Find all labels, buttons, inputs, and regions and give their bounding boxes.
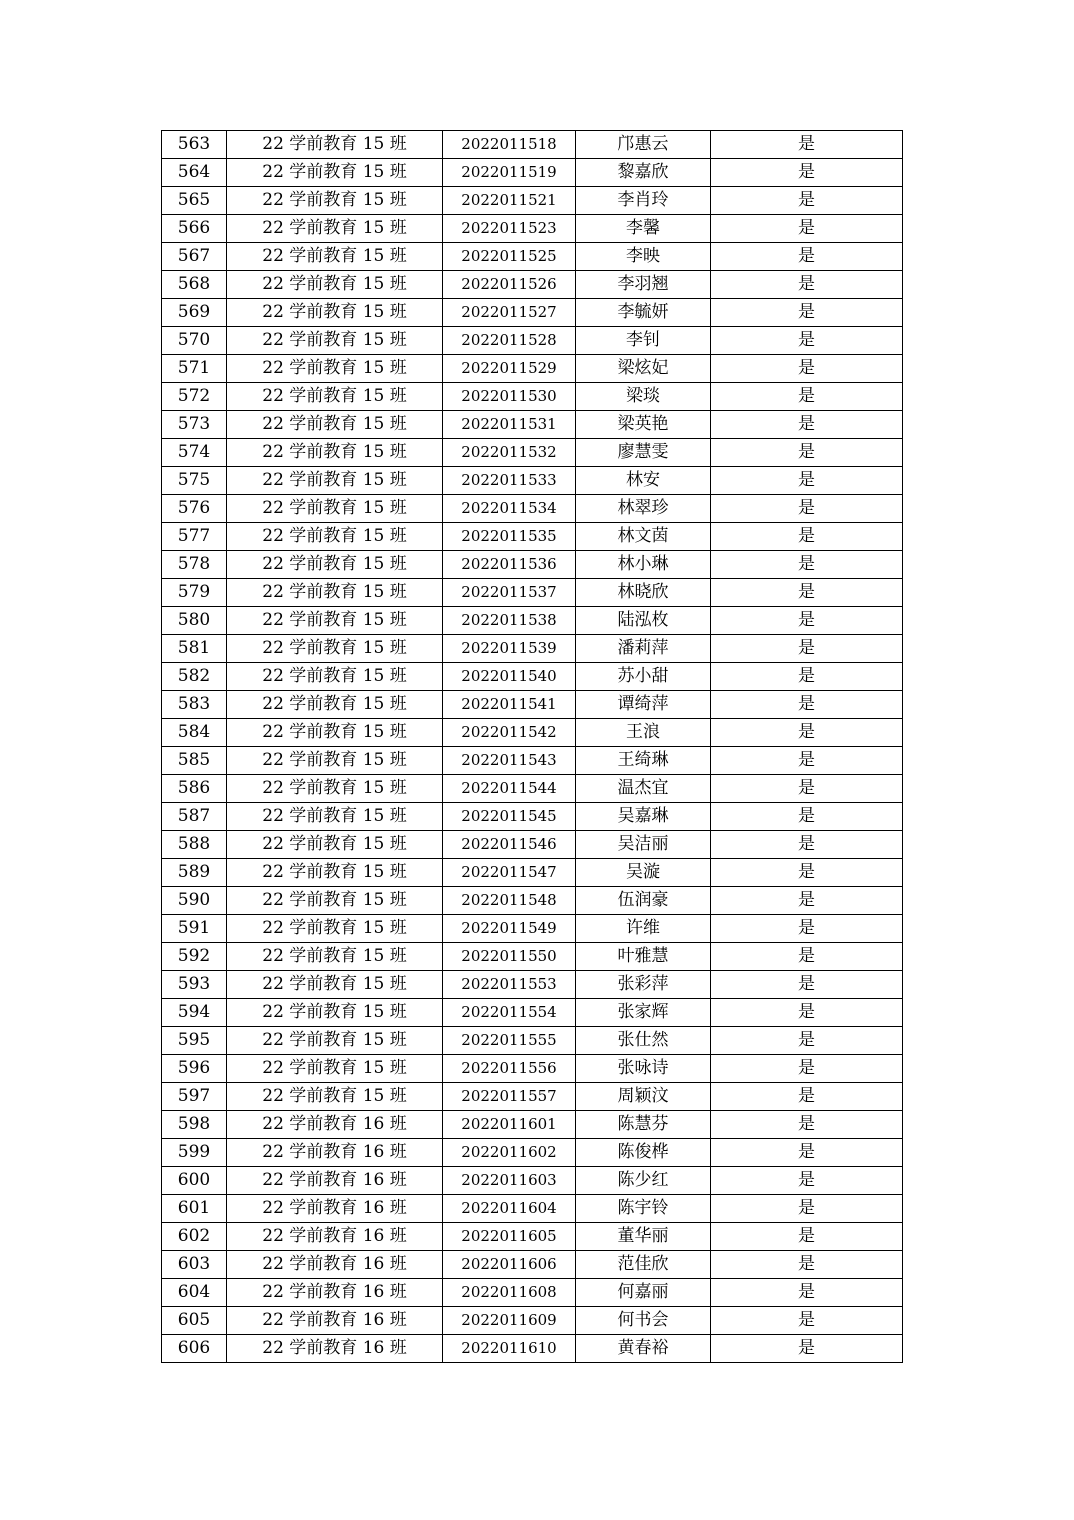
class-name-cell: 22 学前教育 16 班 (227, 1335, 443, 1363)
row-number-cell: 572 (162, 383, 227, 411)
table-row (162, 747, 903, 775)
class-name-cell: 22 学前教育 16 班 (227, 1251, 443, 1279)
student-name-cell: 陈少红 (576, 1167, 711, 1195)
student-id-cell: 2022011554 (443, 999, 576, 1027)
student-name-cell: 黎嘉欣 (576, 159, 711, 187)
status-cell: 是 (711, 1111, 903, 1139)
table-row (162, 803, 903, 831)
class-name-cell: 22 学前教育 15 班 (227, 775, 443, 803)
class-name-cell: 22 学前教育 15 班 (227, 1055, 443, 1083)
status-cell: 是 (711, 1083, 903, 1111)
student-name-cell: 梁炫妃 (576, 355, 711, 383)
student-name-cell: 林翠珍 (576, 495, 711, 523)
student-id-cell: 2022011533 (443, 467, 576, 495)
student-name-cell: 范佳欣 (576, 1251, 711, 1279)
student-roster-table (161, 130, 903, 1363)
class-name-cell: 22 学前教育 15 班 (227, 411, 443, 439)
status-cell: 是 (711, 915, 903, 943)
student-name-cell: 吴洁丽 (576, 831, 711, 859)
table-row (162, 579, 903, 607)
row-number-cell: 598 (162, 1111, 227, 1139)
status-cell: 是 (711, 1055, 903, 1083)
table-row (162, 1223, 903, 1251)
student-name-cell: 谭绮萍 (576, 691, 711, 719)
table-row (162, 187, 903, 215)
student-name-cell: 林安 (576, 467, 711, 495)
status-cell: 是 (711, 691, 903, 719)
class-name-cell: 22 学前教育 15 班 (227, 915, 443, 943)
table-row (162, 551, 903, 579)
student-id-cell: 2022011526 (443, 271, 576, 299)
student-name-cell: 伍润豪 (576, 887, 711, 915)
table-row (162, 1083, 903, 1111)
table-row (162, 691, 903, 719)
status-cell: 是 (711, 1195, 903, 1223)
table-row (162, 1335, 903, 1363)
table-row (162, 635, 903, 663)
row-number-cell: 588 (162, 831, 227, 859)
class-name-cell: 22 学前教育 15 班 (227, 803, 443, 831)
table-row (162, 523, 903, 551)
class-name-cell: 22 学前教育 15 班 (227, 663, 443, 691)
class-name-cell: 22 学前教育 15 班 (227, 999, 443, 1027)
status-cell: 是 (711, 271, 903, 299)
status-cell: 是 (711, 971, 903, 999)
row-number-cell: 573 (162, 411, 227, 439)
student-id-cell: 2022011601 (443, 1111, 576, 1139)
student-id-cell: 2022011536 (443, 551, 576, 579)
table-row (162, 607, 903, 635)
status-cell: 是 (711, 775, 903, 803)
row-number-cell: 564 (162, 159, 227, 187)
roster-body (162, 131, 903, 1363)
table-row (162, 1055, 903, 1083)
table-row (162, 159, 903, 187)
class-name-cell: 22 学前教育 15 班 (227, 551, 443, 579)
table-row (162, 131, 903, 159)
table-row (162, 999, 903, 1027)
class-name-cell: 22 学前教育 15 班 (227, 467, 443, 495)
student-id-cell: 2022011548 (443, 887, 576, 915)
class-name-cell: 22 学前教育 15 班 (227, 943, 443, 971)
student-name-cell: 林文茵 (576, 523, 711, 551)
status-cell: 是 (711, 719, 903, 747)
class-name-cell: 22 学前教育 15 班 (227, 495, 443, 523)
student-id-cell: 2022011541 (443, 691, 576, 719)
student-id-cell: 2022011525 (443, 243, 576, 271)
student-name-cell: 许维 (576, 915, 711, 943)
student-name-cell: 王浪 (576, 719, 711, 747)
student-id-cell: 2022011606 (443, 1251, 576, 1279)
status-cell: 是 (711, 859, 903, 887)
student-id-cell: 2022011543 (443, 747, 576, 775)
row-number-cell: 580 (162, 607, 227, 635)
row-number-cell: 600 (162, 1167, 227, 1195)
row-number-cell: 565 (162, 187, 227, 215)
student-name-cell: 吴漩 (576, 859, 711, 887)
class-name-cell: 22 学前教育 16 班 (227, 1223, 443, 1251)
row-number-cell: 575 (162, 467, 227, 495)
status-cell: 是 (711, 439, 903, 467)
status-cell: 是 (711, 579, 903, 607)
table-row (162, 1111, 903, 1139)
table-row (162, 467, 903, 495)
status-cell: 是 (711, 747, 903, 775)
table-row (162, 299, 903, 327)
student-name-cell: 陆泓枚 (576, 607, 711, 635)
status-cell: 是 (711, 299, 903, 327)
class-name-cell: 22 学前教育 15 班 (227, 635, 443, 663)
row-number-cell: 594 (162, 999, 227, 1027)
class-name-cell: 22 学前教育 15 班 (227, 859, 443, 887)
row-number-cell: 586 (162, 775, 227, 803)
status-cell: 是 (711, 803, 903, 831)
row-number-cell: 582 (162, 663, 227, 691)
student-id-cell: 2022011545 (443, 803, 576, 831)
status-cell: 是 (711, 243, 903, 271)
row-number-cell: 581 (162, 635, 227, 663)
status-cell: 是 (711, 831, 903, 859)
class-name-cell: 22 学前教育 16 班 (227, 1111, 443, 1139)
status-cell: 是 (711, 1335, 903, 1363)
class-name-cell: 22 学前教育 15 班 (227, 1027, 443, 1055)
student-id-cell: 2022011544 (443, 775, 576, 803)
status-cell: 是 (711, 1251, 903, 1279)
student-id-cell: 2022011550 (443, 943, 576, 971)
table-row (162, 495, 903, 523)
status-cell: 是 (711, 187, 903, 215)
class-name-cell: 22 学前教育 15 班 (227, 523, 443, 551)
class-name-cell: 22 学前教育 16 班 (227, 1279, 443, 1307)
student-id-cell: 2022011529 (443, 355, 576, 383)
table-row (162, 215, 903, 243)
student-id-cell: 2022011537 (443, 579, 576, 607)
table-row (162, 411, 903, 439)
row-number-cell: 601 (162, 1195, 227, 1223)
student-name-cell: 邝惠云 (576, 131, 711, 159)
student-id-cell: 2022011531 (443, 411, 576, 439)
row-number-cell: 578 (162, 551, 227, 579)
table-row (162, 915, 903, 943)
student-name-cell: 张彩萍 (576, 971, 711, 999)
student-name-cell: 林晓欣 (576, 579, 711, 607)
student-id-cell: 2022011546 (443, 831, 576, 859)
student-name-cell: 潘莉萍 (576, 635, 711, 663)
student-name-cell: 苏小甜 (576, 663, 711, 691)
status-cell: 是 (711, 943, 903, 971)
student-name-cell: 张咏诗 (576, 1055, 711, 1083)
student-name-cell: 陈俊桦 (576, 1139, 711, 1167)
status-cell: 是 (711, 467, 903, 495)
student-name-cell: 陈慧芬 (576, 1111, 711, 1139)
student-name-cell: 张家辉 (576, 999, 711, 1027)
row-number-cell: 568 (162, 271, 227, 299)
status-cell: 是 (711, 1279, 903, 1307)
student-id-cell: 2022011518 (443, 131, 576, 159)
table-row (162, 943, 903, 971)
student-name-cell: 王绮琳 (576, 747, 711, 775)
student-id-cell: 2022011532 (443, 439, 576, 467)
student-id-cell: 2022011603 (443, 1167, 576, 1195)
class-name-cell: 22 学前教育 15 班 (227, 215, 443, 243)
class-name-cell: 22 学前教育 15 班 (227, 1083, 443, 1111)
row-number-cell: 599 (162, 1139, 227, 1167)
row-number-cell: 604 (162, 1279, 227, 1307)
row-number-cell: 590 (162, 887, 227, 915)
row-number-cell: 597 (162, 1083, 227, 1111)
table-row (162, 1027, 903, 1055)
class-name-cell: 22 学前教育 15 班 (227, 243, 443, 271)
status-cell: 是 (711, 159, 903, 187)
row-number-cell: 606 (162, 1335, 227, 1363)
status-cell: 是 (711, 1167, 903, 1195)
student-name-cell: 吴嘉琳 (576, 803, 711, 831)
student-id-cell: 2022011555 (443, 1027, 576, 1055)
student-id-cell: 2022011547 (443, 859, 576, 887)
status-cell: 是 (711, 1139, 903, 1167)
table-row (162, 439, 903, 467)
row-number-cell: 574 (162, 439, 227, 467)
student-id-cell: 2022011605 (443, 1223, 576, 1251)
class-name-cell: 22 学前教育 15 班 (227, 187, 443, 215)
status-cell: 是 (711, 131, 903, 159)
row-number-cell: 571 (162, 355, 227, 383)
student-id-cell: 2022011523 (443, 215, 576, 243)
status-cell: 是 (711, 635, 903, 663)
row-number-cell: 566 (162, 215, 227, 243)
row-number-cell: 577 (162, 523, 227, 551)
student-id-cell: 2022011540 (443, 663, 576, 691)
table-row (162, 1167, 903, 1195)
table-row (162, 831, 903, 859)
student-id-cell: 2022011542 (443, 719, 576, 747)
status-cell: 是 (711, 215, 903, 243)
student-name-cell: 叶雅慧 (576, 943, 711, 971)
row-number-cell: 595 (162, 1027, 227, 1055)
row-number-cell: 605 (162, 1307, 227, 1335)
table-row (162, 719, 903, 747)
class-name-cell: 22 学前教育 15 班 (227, 971, 443, 999)
student-name-cell: 林小琳 (576, 551, 711, 579)
row-number-cell: 591 (162, 915, 227, 943)
status-cell: 是 (711, 411, 903, 439)
class-name-cell: 22 学前教育 15 班 (227, 831, 443, 859)
student-name-cell: 李羽翘 (576, 271, 711, 299)
row-number-cell: 583 (162, 691, 227, 719)
class-name-cell: 22 学前教育 15 班 (227, 579, 443, 607)
class-name-cell: 22 学前教育 16 班 (227, 1167, 443, 1195)
student-name-cell: 何书会 (576, 1307, 711, 1335)
row-number-cell: 570 (162, 327, 227, 355)
student-id-cell: 2022011519 (443, 159, 576, 187)
student-id-cell: 2022011604 (443, 1195, 576, 1223)
student-id-cell: 2022011539 (443, 635, 576, 663)
row-number-cell: 602 (162, 1223, 227, 1251)
student-name-cell: 陈宇铃 (576, 1195, 711, 1223)
student-name-cell: 周颖汶 (576, 1083, 711, 1111)
class-name-cell: 22 学前教育 15 班 (227, 299, 443, 327)
table-row (162, 775, 903, 803)
table-row (162, 271, 903, 299)
row-number-cell: 596 (162, 1055, 227, 1083)
row-number-cell: 585 (162, 747, 227, 775)
row-number-cell: 576 (162, 495, 227, 523)
table-row (162, 383, 903, 411)
class-name-cell: 22 学前教育 15 班 (227, 131, 443, 159)
student-name-cell: 温杰宜 (576, 775, 711, 803)
student-name-cell: 张仕然 (576, 1027, 711, 1055)
class-name-cell: 22 学前教育 15 班 (227, 439, 443, 467)
class-name-cell: 22 学前教育 15 班 (227, 719, 443, 747)
class-name-cell: 22 学前教育 15 班 (227, 327, 443, 355)
class-name-cell: 22 学前教育 16 班 (227, 1307, 443, 1335)
status-cell: 是 (711, 523, 903, 551)
status-cell: 是 (711, 1027, 903, 1055)
class-name-cell: 22 学前教育 15 班 (227, 159, 443, 187)
student-name-cell: 李馨 (576, 215, 711, 243)
row-number-cell: 603 (162, 1251, 227, 1279)
table-row (162, 1195, 903, 1223)
status-cell: 是 (711, 1223, 903, 1251)
student-id-cell: 2022011530 (443, 383, 576, 411)
row-number-cell: 567 (162, 243, 227, 271)
status-cell: 是 (711, 383, 903, 411)
student-id-cell: 2022011538 (443, 607, 576, 635)
student-id-cell: 2022011609 (443, 1307, 576, 1335)
class-name-cell: 22 学前教育 15 班 (227, 355, 443, 383)
class-name-cell: 22 学前教育 15 班 (227, 607, 443, 635)
status-cell: 是 (711, 495, 903, 523)
class-name-cell: 22 学前教育 15 班 (227, 887, 443, 915)
status-cell: 是 (711, 607, 903, 635)
status-cell: 是 (711, 887, 903, 915)
student-name-cell: 李肖玲 (576, 187, 711, 215)
class-name-cell: 22 学前教育 15 班 (227, 383, 443, 411)
class-name-cell: 22 学前教育 16 班 (227, 1139, 443, 1167)
student-id-cell: 2022011556 (443, 1055, 576, 1083)
row-number-cell: 563 (162, 131, 227, 159)
student-id-cell: 2022011610 (443, 1335, 576, 1363)
row-number-cell: 592 (162, 943, 227, 971)
student-id-cell: 2022011534 (443, 495, 576, 523)
class-name-cell: 22 学前教育 16 班 (227, 1195, 443, 1223)
row-number-cell: 593 (162, 971, 227, 999)
student-id-cell: 2022011553 (443, 971, 576, 999)
row-number-cell: 569 (162, 299, 227, 327)
class-name-cell: 22 学前教育 15 班 (227, 747, 443, 775)
student-name-cell: 梁琰 (576, 383, 711, 411)
student-name-cell: 董华丽 (576, 1223, 711, 1251)
class-name-cell: 22 学前教育 15 班 (227, 691, 443, 719)
table-row (162, 887, 903, 915)
status-cell: 是 (711, 999, 903, 1027)
student-id-cell: 2022011557 (443, 1083, 576, 1111)
student-id-cell: 2022011535 (443, 523, 576, 551)
status-cell: 是 (711, 551, 903, 579)
student-name-cell: 何嘉丽 (576, 1279, 711, 1307)
table-row (162, 1139, 903, 1167)
student-name-cell: 廖慧雯 (576, 439, 711, 467)
table-row (162, 1307, 903, 1335)
status-cell: 是 (711, 1307, 903, 1335)
row-number-cell: 589 (162, 859, 227, 887)
student-name-cell: 梁英艳 (576, 411, 711, 439)
table-row (162, 971, 903, 999)
table-row (162, 355, 903, 383)
student-name-cell: 李钊 (576, 327, 711, 355)
table-row (162, 327, 903, 355)
row-number-cell: 587 (162, 803, 227, 831)
table-row (162, 663, 903, 691)
student-id-cell: 2022011602 (443, 1139, 576, 1167)
student-id-cell: 2022011527 (443, 299, 576, 327)
student-name-cell: 李毓妍 (576, 299, 711, 327)
student-id-cell: 2022011549 (443, 915, 576, 943)
status-cell: 是 (711, 663, 903, 691)
student-name-cell: 李映 (576, 243, 711, 271)
row-number-cell: 584 (162, 719, 227, 747)
table-row (162, 859, 903, 887)
student-name-cell: 黄春裕 (576, 1335, 711, 1363)
row-number-cell: 579 (162, 579, 227, 607)
student-id-cell: 2022011521 (443, 187, 576, 215)
table-row (162, 1279, 903, 1307)
class-name-cell: 22 学前教育 15 班 (227, 271, 443, 299)
status-cell: 是 (711, 327, 903, 355)
table-row (162, 243, 903, 271)
status-cell: 是 (711, 355, 903, 383)
student-id-cell: 2022011528 (443, 327, 576, 355)
student-id-cell: 2022011608 (443, 1279, 576, 1307)
table-row (162, 1251, 903, 1279)
